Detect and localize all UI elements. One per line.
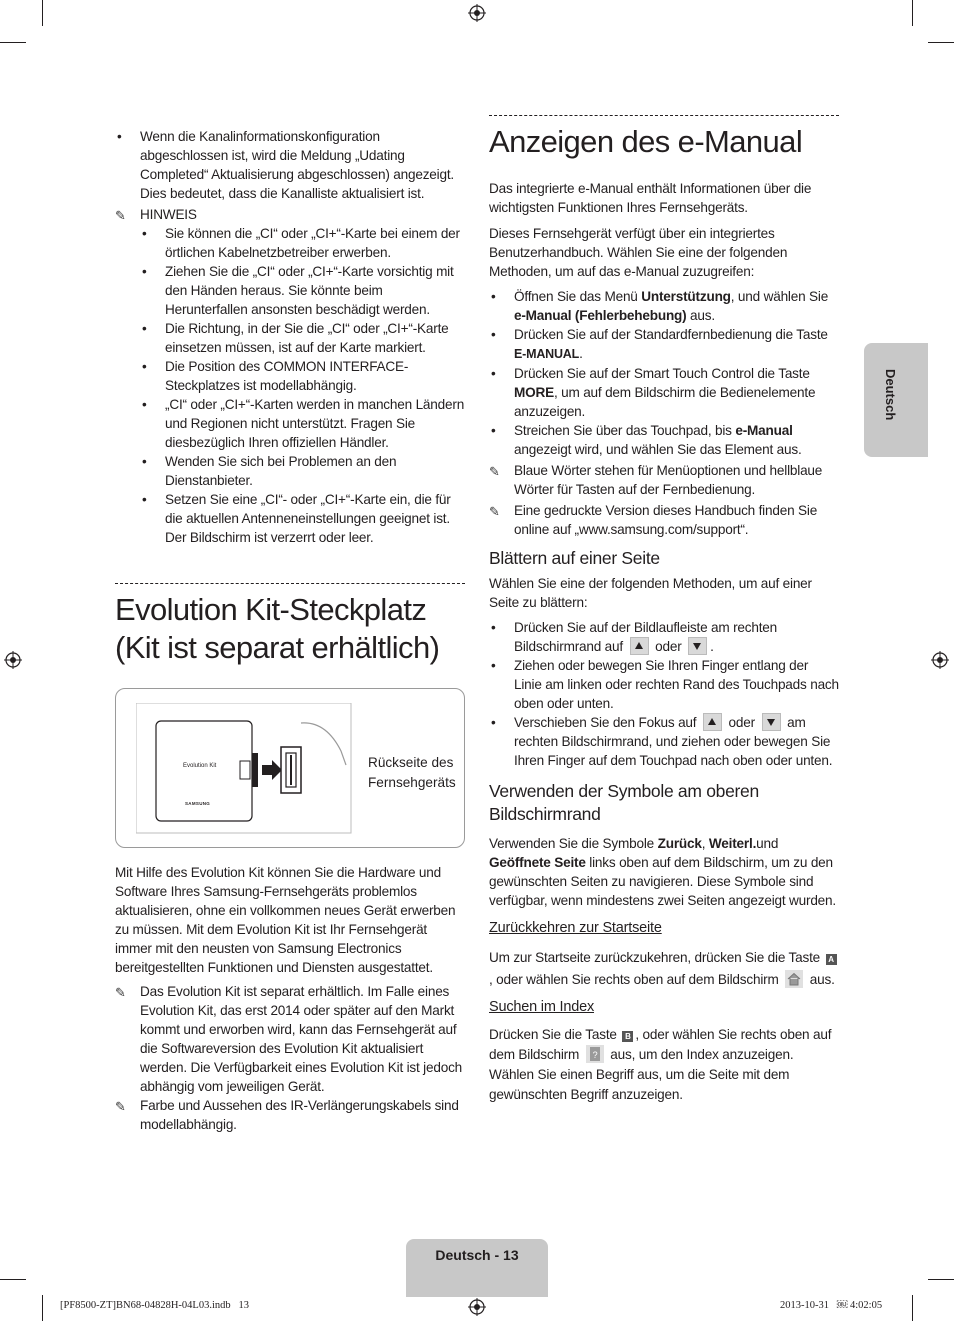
emanual-title: Anzeigen des e-Manual — [489, 124, 803, 159]
hinweis-label: HINWEIS — [140, 207, 197, 222]
evolution-note — [115, 982, 465, 1096]
key-term: E-MANUAL — [514, 347, 580, 361]
text: links oben auf dem Bildschirm, um zu den gewünschten Seiten zu navigieren. Diese Symbole sind verfügbar, wenn mindestens zwei Seiten angezeigt wurden. — [489, 855, 836, 908]
emanual-note — [489, 461, 839, 499]
menu-term: Geöffnete Seite — [489, 855, 586, 870]
page-number-label: Deutsch - 13 — [435, 1247, 519, 1263]
hinweis-item: • Sie können die „CI“ oder „CI+“-Karte bei einem der örtlichen Kabelnetzbetreiber erwerben. — [140, 224, 465, 262]
right-column — [489, 123, 839, 1105]
language-side-tab-label: Deutsch — [883, 369, 898, 421]
menu-term: Unterstützung — [641, 289, 731, 304]
note-pencil-icon: ✎ — [115, 208, 126, 223]
hinweis-item: • „CI“ oder „CI+“-Karten werden in manchen Ländern und Regionen nicht unterstützt. Fragen Sie diesbezüglich Ihren offiziellen Händler. — [140, 395, 465, 452]
emanual-intro: Das integrierte e-Manual enthält Informationen über die wichtigsten Funktionen Ihres Fernsehgeräts. — [489, 181, 812, 215]
registration-mark-icon — [931, 651, 949, 669]
crop-mark — [928, 1279, 954, 1280]
index-body — [489, 1025, 839, 1105]
note-pencil-icon: ✎ — [489, 504, 500, 519]
text: Um zur Startseite zurückzukehren, drücken Sie die Taste — [489, 950, 824, 965]
index-icon — [586, 1045, 604, 1063]
text: , oder wählen Sie rechts oben auf dem Bildschirm — [489, 1027, 832, 1062]
hinweis-item: • Die Position des COMMON INTERFACE-Steckplatzes ist modellabhängig. — [140, 357, 465, 395]
key-term: MORE — [514, 385, 554, 400]
text: , oder wählen Sie rechts oben auf dem Bildschirm — [489, 972, 783, 987]
home-icon — [785, 970, 803, 988]
method-bullet — [489, 421, 839, 459]
registration-mark-icon — [468, 1298, 486, 1316]
language-side-tab — [864, 343, 928, 457]
method-bullet — [489, 325, 839, 364]
evolution-note — [115, 1096, 465, 1134]
note-pencil-icon: ✎ — [489, 464, 500, 479]
hinweis-item: • Ziehen Sie die „CI“ oder „CI+“-Karte vorsichtig mit den Händen heraus. Sie könnte beim Herunterfallen ansonsten beschädigt werden. — [140, 262, 465, 319]
text: , — [701, 836, 709, 851]
text: . — [579, 346, 583, 361]
evolution-title-line-1: Evolution Kit-Steckplatz — [115, 592, 427, 627]
text: und — [756, 836, 779, 851]
evolution-note-text: Farbe und Aussehen des IR-Verlängerungskabels sind modellabhängig. — [140, 1098, 459, 1132]
symbols-heading-line-1: Verwenden der Symbole am oberen — [489, 781, 759, 801]
crop-mark — [42, 1295, 43, 1321]
figure-caption-line-2: Fernsehgeräts — [368, 775, 456, 790]
evolution-body: Mit Hilfe des Evolution Kit können Sie die Hardware und Software Ihres Samsung-Fernsehgeräts problemlos aktualisieren, ohne ein vollkommen neues Gerät erwerben zu müssen. Mit dem Evolution Kit ist Ihr Fernsehgerät immer mit den neusten von Samsung Electronics bereitgestellten Funktionen und Diensten ausgestattet. — [115, 865, 456, 975]
scroll-down-icon — [688, 637, 707, 655]
text: Drücken Sie auf der Smart Touch Control die Taste — [514, 366, 810, 381]
figure-brand-label: SAMSUNG — [185, 801, 211, 806]
registration-mark-icon — [468, 4, 486, 22]
scroll-down-icon — [762, 713, 781, 731]
figure-caption-line-1: Rückseite des — [368, 755, 454, 770]
crop-mark — [928, 42, 954, 43]
emanual-note-text: Eine gedruckte Version dieses Handbuch finden Sie online auf „www.samsung.com/support“. — [514, 503, 818, 537]
print-info-right: 2013-10-31 ￼ 4:02:05 — [780, 1300, 883, 1311]
section-divider — [115, 583, 465, 584]
text: Öffnen Sie das Menü — [514, 289, 642, 304]
text: oder — [651, 639, 686, 654]
scroll-bullet — [489, 713, 839, 770]
crop-mark — [912, 1295, 913, 1321]
text: Drücken Sie auf der Standardfernbedienung die Taste — [514, 327, 828, 342]
note-pencil-icon: ✎ — [115, 1099, 126, 1114]
evolution-kit-figure — [115, 688, 465, 848]
evolution-note-text: Das Evolution Kit ist separat erhältlich. Im Falle eines Evolution Kit, das erst 2014 oder später auf den Markt kommt und erworben wird, kann das Fernsehgerät auf die Softwareversion des Evolution Kit aktualisiert werden. Die Verfügbarkeit eines Evolution Kit ist jedoch abhängig vom jeweiligen Gerät. — [140, 984, 463, 1094]
text: Streichen Sie über das Touchpad, bis — [514, 423, 736, 438]
text: , und wählen Sie — [730, 289, 829, 304]
hinweis-heading — [115, 205, 465, 224]
symbols-heading — [489, 780, 839, 826]
text: , um auf dem Bildschirm die Bedienelemente anzuzeigen. — [514, 385, 816, 419]
scroll-up-icon — [630, 637, 649, 655]
figure-device-label: Evolution Kit — [183, 763, 217, 769]
text: aus, um den Index anzuzeigen. Wählen Sie einen Begriff aus, um die Seite mit dem gewünschten Begriff anzuzeigen. — [489, 1047, 794, 1102]
crop-mark — [0, 1279, 26, 1280]
home-heading: Zurückkehren zur Startseite — [489, 920, 662, 936]
text: aus. — [686, 308, 715, 323]
emanual-note — [489, 501, 839, 539]
hinweis-item: • Die Richtung, in der Sie die „CI“ oder „CI+“-Karte einsetzen müssen, ist auf der Karte markiert. — [140, 319, 465, 357]
b-key-icon: B — [622, 1031, 633, 1042]
emanual-note-text: Blaue Wörter stehen für Menüoptionen und hellblaue Wörter für Tasten auf der Fernbedienung. — [514, 463, 823, 497]
menu-term: Zurück — [657, 836, 702, 851]
symbols-body — [489, 834, 839, 910]
home-body — [489, 947, 839, 991]
registration-mark-icon — [4, 651, 22, 669]
emanual-methods-intro: Dieses Fernsehgerät verfügt über ein integriertes Benutzerhandbuch. Wählen Sie eine der folgenden Methoden, um auf das e-Manual zuzugreifen: — [489, 226, 788, 279]
menu-term: e-Manual — [735, 423, 793, 438]
hinweis-list — [115, 224, 465, 547]
text: oder — [724, 715, 759, 730]
svg-text:?: ? — [592, 1050, 598, 1060]
crop-mark — [0, 42, 26, 43]
evolution-kit-section — [115, 863, 465, 1134]
crop-mark — [912, 0, 913, 26]
intro-bullet: • Wenn die Kanalinformationskonfiguration abgeschlossen ist, wird die Meldung „Udating Completed“ Aktualisierung abgeschlossen) angezeigt. Dies bedeutet, dass die Kanalliste aktualisiert ist. — [115, 127, 465, 203]
note-pencil-icon: ✎ — [115, 985, 126, 1000]
hinweis-item: • Wenden Sie sich bei Problemen an den Dienstanbieter. — [140, 452, 465, 490]
text: am rechten Bildschirmrand, und ziehen oder bewegen Sie Ihren Finger auf dem Touchpad nach oben oder unten. — [514, 715, 833, 768]
a-key-icon: A — [826, 954, 837, 965]
method-bullet — [489, 364, 839, 421]
page-number-tab — [406, 1239, 548, 1297]
hinweis-item: • Setzen Sie eine „CI“- oder „CI+“-Karte ein, die für die aktuellen Antenneneinstellungen geeignet ist. Der Bildschirm ist verzerrt oder leer. — [140, 490, 465, 547]
print-info-left: [PF8500-ZT]BN68-04828H-04L03.indb 13 — [60, 1300, 249, 1311]
scroll-bullet — [489, 618, 839, 656]
text: angezeigt wird, und wählen Sie das Element aus. — [514, 442, 802, 457]
index-heading: Suchen im Index — [489, 999, 595, 1015]
text: . — [710, 639, 714, 654]
figure-caption — [368, 753, 456, 793]
text: Drücken Sie die Taste — [489, 1027, 621, 1042]
scroll-heading: Blättern auf einer Seite — [489, 548, 660, 568]
text: aus. — [806, 972, 835, 987]
scroll-bullet: • Ziehen oder bewegen Sie Ihren Finger entlang der Linie am linken oder rechten Rand des Touchpads nach oben oder unten. — [489, 656, 839, 713]
method-bullet — [489, 287, 839, 325]
evolution-kit-title — [115, 591, 475, 667]
text: Verwenden Sie die Symbole — [489, 836, 658, 851]
symbols-heading-line-2: Bildschirmrand — [489, 804, 601, 824]
scroll-intro: Wählen Sie eine der folgenden Methoden, um auf einer Seite zu blättern: — [489, 576, 812, 610]
menu-term: e-Manual (Fehlerbehebung) — [514, 308, 687, 323]
crop-mark — [42, 0, 43, 26]
evolution-kit-illustration — [136, 703, 356, 835]
section-divider — [489, 115, 839, 116]
menu-term: Weiterl. — [708, 836, 757, 851]
evolution-title-line-2: (Kit ist separat erhältlich) — [115, 630, 440, 665]
left-column — [115, 127, 465, 547]
scroll-up-icon — [703, 713, 722, 731]
text: Drücken Sie auf der Bildlaufleiste am rechten Bildschirmrand auf — [514, 620, 778, 654]
text: Verschieben Sie den Fokus auf — [514, 715, 700, 730]
